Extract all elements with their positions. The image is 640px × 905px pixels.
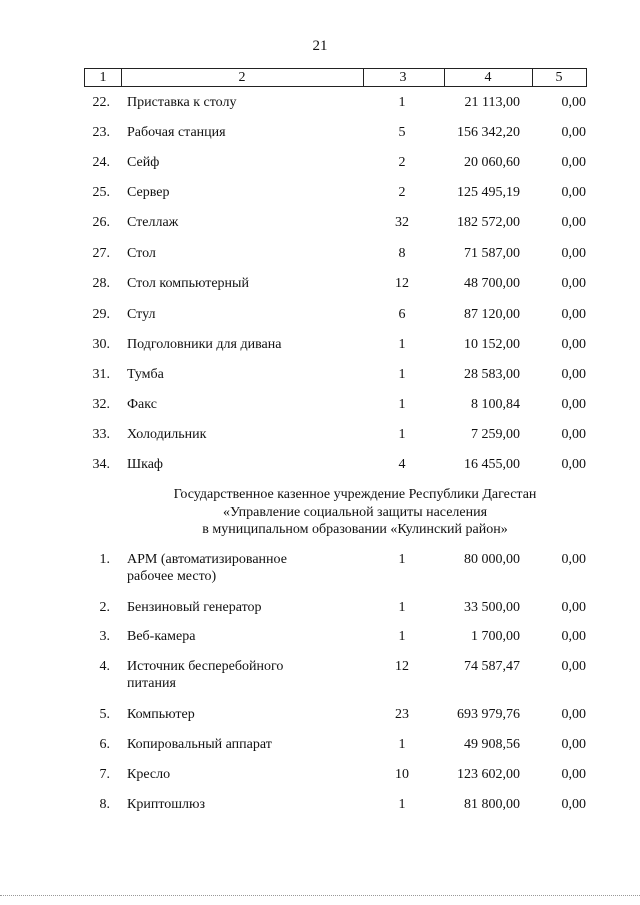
item-name: Компьютер: [127, 707, 195, 722]
row-number: 3.: [99, 629, 110, 644]
item-quantity: 10: [395, 767, 409, 782]
item-residual: 0,00: [561, 155, 586, 170]
table-header: [0, 68, 640, 87]
item-amount: 123 602,00: [457, 767, 520, 782]
item-quantity: 12: [395, 276, 409, 291]
item-quantity: 6: [398, 307, 406, 322]
section-title: [120, 486, 590, 539]
item-residual: 0,00: [561, 707, 586, 722]
item-residual: 0,00: [561, 737, 586, 752]
item-quantity: 23: [395, 707, 409, 722]
item-residual: 0,00: [561, 215, 586, 230]
item-residual: 0,00: [561, 125, 586, 140]
item-name: Холодильник: [127, 427, 207, 442]
item-name: Тумба: [127, 367, 164, 382]
section-title-line: Государственное казенное учреждение Республики Дагестан: [173, 487, 537, 502]
row-number: 24.: [92, 155, 110, 170]
header-divider: [586, 68, 587, 87]
row-number: 33.: [92, 427, 110, 442]
item-amount: 71 587,00: [464, 246, 520, 261]
header-divider: [532, 68, 533, 87]
item-amount: 693 979,76: [457, 707, 520, 722]
item-name: Факс: [127, 397, 157, 412]
item-quantity: 8: [398, 246, 406, 261]
item-amount: 28 583,00: [464, 367, 520, 382]
item-name: Сейф: [127, 155, 160, 170]
row-number: 29.: [92, 307, 110, 322]
item-amount: 182 572,00: [457, 215, 520, 230]
item-quantity: 2: [398, 185, 406, 200]
row-number: 32.: [92, 397, 110, 412]
item-name: Стеллаж: [127, 215, 179, 230]
item-quantity: 1: [398, 629, 406, 644]
row-number: 5.: [99, 707, 110, 722]
page-number: 21: [312, 38, 328, 54]
section-title-line: в муниципальном образовании «Кулинский район»: [202, 522, 508, 537]
item-name: Стол: [127, 246, 156, 261]
item-name: Рабочая станция: [127, 125, 226, 140]
row-number: 2.: [99, 600, 110, 615]
row-number: 27.: [92, 246, 110, 261]
row-number: 1.: [99, 552, 110, 567]
item-name: Приставка к столу: [127, 95, 237, 110]
item-residual: 0,00: [561, 629, 586, 644]
row-number: 8.: [99, 797, 110, 812]
item-name: Криптошлюз: [127, 797, 206, 812]
item-residual: 0,00: [561, 246, 586, 261]
item-name: Стул: [127, 307, 156, 322]
item-residual: 0,00: [561, 552, 586, 567]
item-name: Веб-камера: [127, 629, 196, 644]
item-residual: 0,00: [561, 276, 586, 291]
item-residual: 0,00: [561, 600, 586, 615]
item-quantity: 4: [398, 457, 406, 472]
item-quantity: 1: [398, 427, 406, 442]
item-amount: 1 700,00: [471, 629, 520, 644]
scan-edge-line: [0, 895, 640, 897]
item-amount: 21 113,00: [464, 95, 520, 110]
column-header-3: 3: [399, 70, 407, 85]
item-residual: 0,00: [561, 427, 586, 442]
item-name: Шкаф: [127, 457, 163, 472]
item-residual: 0,00: [561, 397, 586, 412]
column-header-1: 1: [99, 70, 107, 85]
item-residual: 0,00: [561, 797, 586, 812]
row-number: 28.: [92, 276, 110, 291]
item-amount: 74 587,47: [464, 659, 520, 674]
item-residual: 0,00: [561, 95, 586, 110]
row-number: 34.: [92, 457, 110, 472]
row-number: 4.: [99, 659, 110, 674]
item-quantity: 2: [398, 155, 406, 170]
item-amount: 33 500,00: [464, 600, 520, 615]
item-quantity: 1: [398, 737, 406, 752]
item-quantity: 1: [398, 367, 406, 382]
item-quantity: 32: [395, 215, 409, 230]
item-residual: 0,00: [561, 767, 586, 782]
item-quantity: 1: [398, 552, 406, 567]
item-residual: 0,00: [561, 367, 586, 382]
item-amount: 49 908,56: [464, 737, 520, 752]
item-name: Бензиновый генератор: [127, 600, 262, 615]
item-quantity: 1: [398, 337, 406, 352]
row-number: 6.: [99, 737, 110, 752]
item-residual: 0,00: [561, 185, 586, 200]
header-bottom-border: [84, 86, 586, 87]
row-number: 23.: [92, 125, 110, 140]
item-name: Подголовники для дивана: [127, 337, 282, 352]
item-residual: 0,00: [561, 337, 586, 352]
row-number: 7.: [99, 767, 110, 782]
item-name: АРМ (автоматизированное рабочее место): [127, 552, 287, 584]
item-amount: 125 495,19: [457, 185, 520, 200]
item-residual: 0,00: [561, 457, 586, 472]
row-number: 22.: [92, 95, 110, 110]
item-quantity: 5: [398, 125, 406, 140]
item-amount: 87 120,00: [464, 307, 520, 322]
item-amount: 81 800,00: [464, 797, 520, 812]
item-amount: 156 342,20: [457, 125, 520, 140]
item-amount: 80 000,00: [464, 552, 520, 567]
item-amount: 48 700,00: [464, 276, 520, 291]
row-number: 30.: [92, 337, 110, 352]
column-header-5: 5: [555, 70, 563, 85]
header-divider: [363, 68, 364, 87]
item-quantity: 1: [398, 600, 406, 615]
item-quantity: 1: [398, 797, 406, 812]
item-quantity: 1: [398, 397, 406, 412]
column-header-2: 2: [238, 70, 246, 85]
item-quantity: 1: [398, 95, 406, 110]
item-amount: 16 455,00: [464, 457, 520, 472]
item-residual: 0,00: [561, 307, 586, 322]
item-amount: 7 259,00: [471, 427, 520, 442]
item-amount: 8 100,84: [471, 397, 520, 412]
item-name: Кресло: [127, 767, 171, 782]
item-amount: 20 060,60: [464, 155, 520, 170]
item-name: Копировальный аппарат: [127, 737, 272, 752]
header-divider: [444, 68, 445, 87]
item-amount: 10 152,00: [464, 337, 520, 352]
row-number: 31.: [92, 367, 110, 382]
column-header-4: 4: [484, 70, 492, 85]
row-number: 25.: [92, 185, 110, 200]
row-number: 26.: [92, 215, 110, 230]
item-name: Источник бесперебойного питания: [127, 659, 284, 691]
header-top-border: [84, 68, 586, 69]
section-title-line: «Управление социальной защиты населения: [222, 504, 488, 520]
item-name: Стол компьютерный: [127, 276, 249, 291]
item-residual: 0,00: [561, 659, 586, 674]
item-name: Сервер: [127, 185, 170, 200]
item-quantity: 12: [395, 659, 409, 674]
